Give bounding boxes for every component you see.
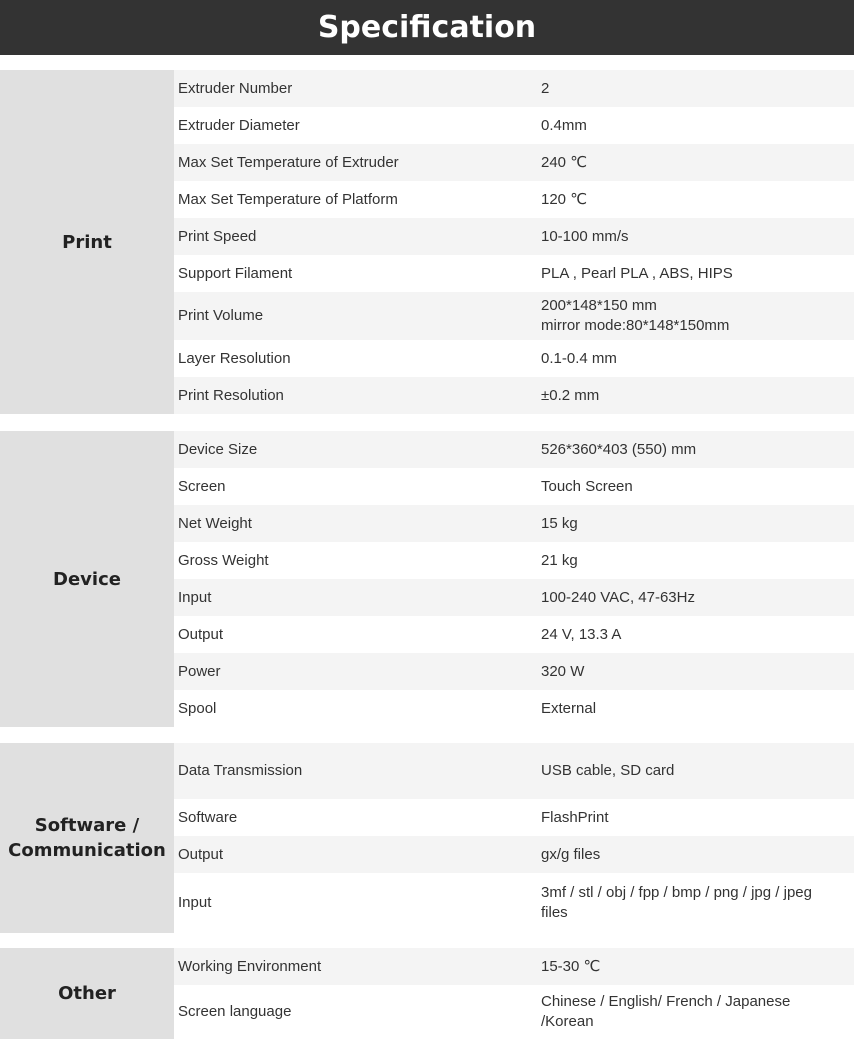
spec-value: 320 W: [541, 662, 585, 680]
spec-row: [174, 505, 854, 542]
spec-label: Software: [178, 808, 238, 826]
spec-value: FlashPrint: [541, 808, 609, 826]
spec-row: [174, 616, 854, 653]
spec-value: PLA , Pearl PLA , ABS, HIPS: [541, 264, 733, 282]
spec-row: [174, 107, 854, 144]
spec-row: [174, 468, 854, 505]
spec-label: Power: [178, 662, 221, 680]
spec-label: Max Set Temperature of Extruder: [178, 153, 399, 171]
spec-label: Layer Resolution: [178, 349, 291, 367]
spec-value: Chinese / English/ French / Japanese /Korean: [541, 993, 791, 1030]
spec-value: [541, 296, 854, 336]
spec-rows: [174, 743, 854, 933]
spec-row: [174, 653, 854, 690]
spec-label: Input: [178, 588, 212, 606]
page-title: Specification: [0, 0, 854, 55]
spec-label: Print Resolution: [178, 386, 284, 404]
spec-value: 15-30 ℃: [541, 957, 601, 975]
spec-value: 21 kg: [541, 551, 578, 569]
spec-label: Working Environment: [178, 957, 322, 975]
section-other: [0, 948, 854, 1039]
section-print: [0, 70, 854, 414]
spec-value: 120 ℃: [541, 190, 588, 208]
category-label-line: Communication: [8, 840, 166, 861]
spec-value-line: 200*148*150 mm: [541, 297, 657, 314]
spec-label: Output: [178, 625, 224, 643]
spec-value: External: [541, 699, 597, 717]
spec-label: Input: [178, 894, 212, 911]
spec-row: [174, 948, 854, 985]
spec-value-line: mirror mode:80*148*150mm: [541, 317, 730, 334]
spec-value: 3mf / stl / obj / fpp / bmp / png / jpg / jpeg files: [541, 884, 812, 921]
spec-label: Spool: [178, 699, 217, 717]
spec-label: Extruder Diameter: [178, 116, 300, 134]
spec-row: [174, 690, 854, 727]
spec-row: [174, 542, 854, 579]
spec-row: [174, 340, 854, 377]
spec-label: Net Weight: [178, 514, 252, 532]
category-label: Print: [0, 70, 174, 414]
spec-label: Data Transmission: [178, 762, 303, 779]
spec-row: [174, 181, 854, 218]
spec-label: Output: [178, 845, 224, 863]
spec-rows: [174, 431, 854, 727]
spec-value: Touch Screen: [541, 477, 633, 495]
category-label: Device: [0, 431, 174, 727]
spec-row: [174, 292, 854, 340]
spec-label: Screen language: [178, 1003, 292, 1020]
section-software-communication: [0, 743, 854, 933]
spec-value: 100-240 VAC, 47-63Hz: [541, 588, 695, 606]
spec-value: 24 V, 13.3 A: [541, 625, 622, 643]
spec-value: 2: [541, 79, 550, 97]
spec-value: 240 ℃: [541, 153, 588, 171]
spec-value: ±0.2 mm: [541, 386, 600, 404]
spec-label: Print Speed: [178, 227, 257, 245]
spec-value: 15 kg: [541, 514, 578, 532]
spec-value: 0.1-0.4 mm: [541, 349, 617, 367]
category-label: Other: [0, 948, 174, 1039]
spec-label: Device Size: [178, 440, 258, 458]
spec-row: [174, 873, 854, 933]
spec-row: [174, 255, 854, 292]
spec-value: gx/g files: [541, 845, 601, 863]
spec-row: [174, 144, 854, 181]
spec-row: [174, 579, 854, 616]
spec-row: [174, 799, 854, 836]
spec-row: [174, 377, 854, 414]
spec-row: [174, 218, 854, 255]
spec-label: Print Volume: [178, 307, 264, 324]
spec-value: 10-100 mm/s: [541, 227, 629, 245]
spec-value: 526*360*403 (550) mm: [541, 440, 697, 458]
category-label-line: Software /: [34, 815, 140, 836]
spec-value: USB cable, SD card: [541, 762, 675, 779]
category-label: [0, 743, 174, 933]
section-device: [0, 431, 854, 727]
spec-label: Support Filament: [178, 264, 293, 282]
spec-row: [174, 70, 854, 107]
spec-rows: [174, 70, 854, 414]
spec-label: Max Set Temperature of Platform: [178, 190, 398, 208]
spec-row: [174, 743, 854, 799]
spec-row: [174, 431, 854, 468]
spec-row: [174, 985, 854, 1039]
spec-value: 0.4mm: [541, 116, 587, 134]
spec-label: Gross Weight: [178, 551, 269, 569]
spec-label: Extruder Number: [178, 79, 293, 97]
spec-row: [174, 836, 854, 873]
spec-rows: [174, 948, 854, 1039]
spec-label: Screen: [178, 477, 226, 495]
